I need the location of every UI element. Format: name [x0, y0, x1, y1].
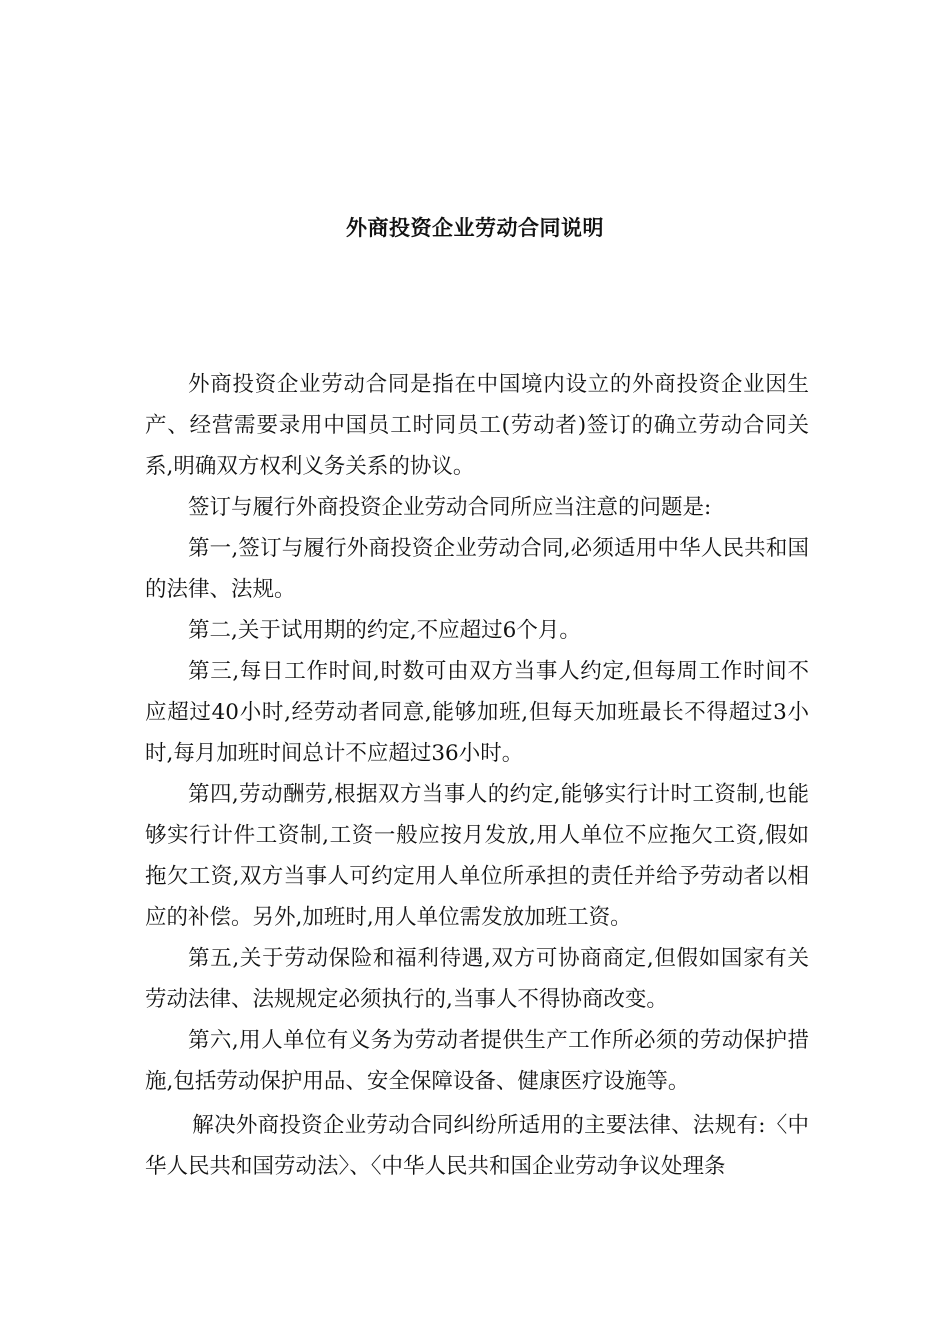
document-title: 外商投资企业劳动合同说明: [346, 216, 604, 240]
paragraph-point-4: 第四,劳动酬劳,根据双方当事人的约定,能够实行计时工资制,也能够实行计件工资制,工资一般应按月发放,用人单位不应拖欠工资,假如拖欠工资,双方当事人可约定用人单位所承担的责任并给予劳动者以相应的补偿。另外,加班时,用人单位需发放加班工资。: [145, 782, 809, 930]
document-body: [145, 364, 809, 1187]
paragraph-point-3: 第三,每日工作时间,时数可由双方当事人约定,但每周工作时间不应超过40小时,经劳动者同意,能够加班,但每天加班最长不得超过3小时,每月加班时间总计不应超过36小时。: [145, 659, 809, 766]
paragraph-applicable-laws: 解决外商投资企业劳动合同纠纷所适用的主要法律、法规有:〈中华人民共和国劳动法〉、〈中华人民共和国企业劳动争议处理条: [145, 1113, 809, 1179]
paragraph-issues-intro: 签订与履行外商投资企业劳动合同所应当注意的问题是:: [188, 495, 712, 520]
paragraph-point-1: 第一,签订与履行外商投资企业劳动合同,必须适用中华人民共和国的法律、法规。: [145, 536, 809, 602]
paragraph-point-2: 第二,关于试用期的约定,不应超过6个月。: [188, 618, 581, 643]
paragraph-definition: 外商投资企业劳动合同是指在中国境内设立的外商投资企业因生产、经营需要录用中国员工时同员工(劳动者)签订的确立劳动合同关系,明确双方权利义务关系的协议。: [145, 372, 809, 479]
paragraph-point-6: 第六,用人单位有义务为劳动者提供生产工作所必须的劳动保护措施,包括劳动保护用品、安全保障设备、健康医疗设施等。: [145, 1028, 809, 1094]
paragraph-point-5: 第五,关于劳动保险和福利待遇,双方可协商商定,但假如国家有关劳动法律、法规规定必须执行的,当事人不得协商改变。: [145, 946, 809, 1012]
